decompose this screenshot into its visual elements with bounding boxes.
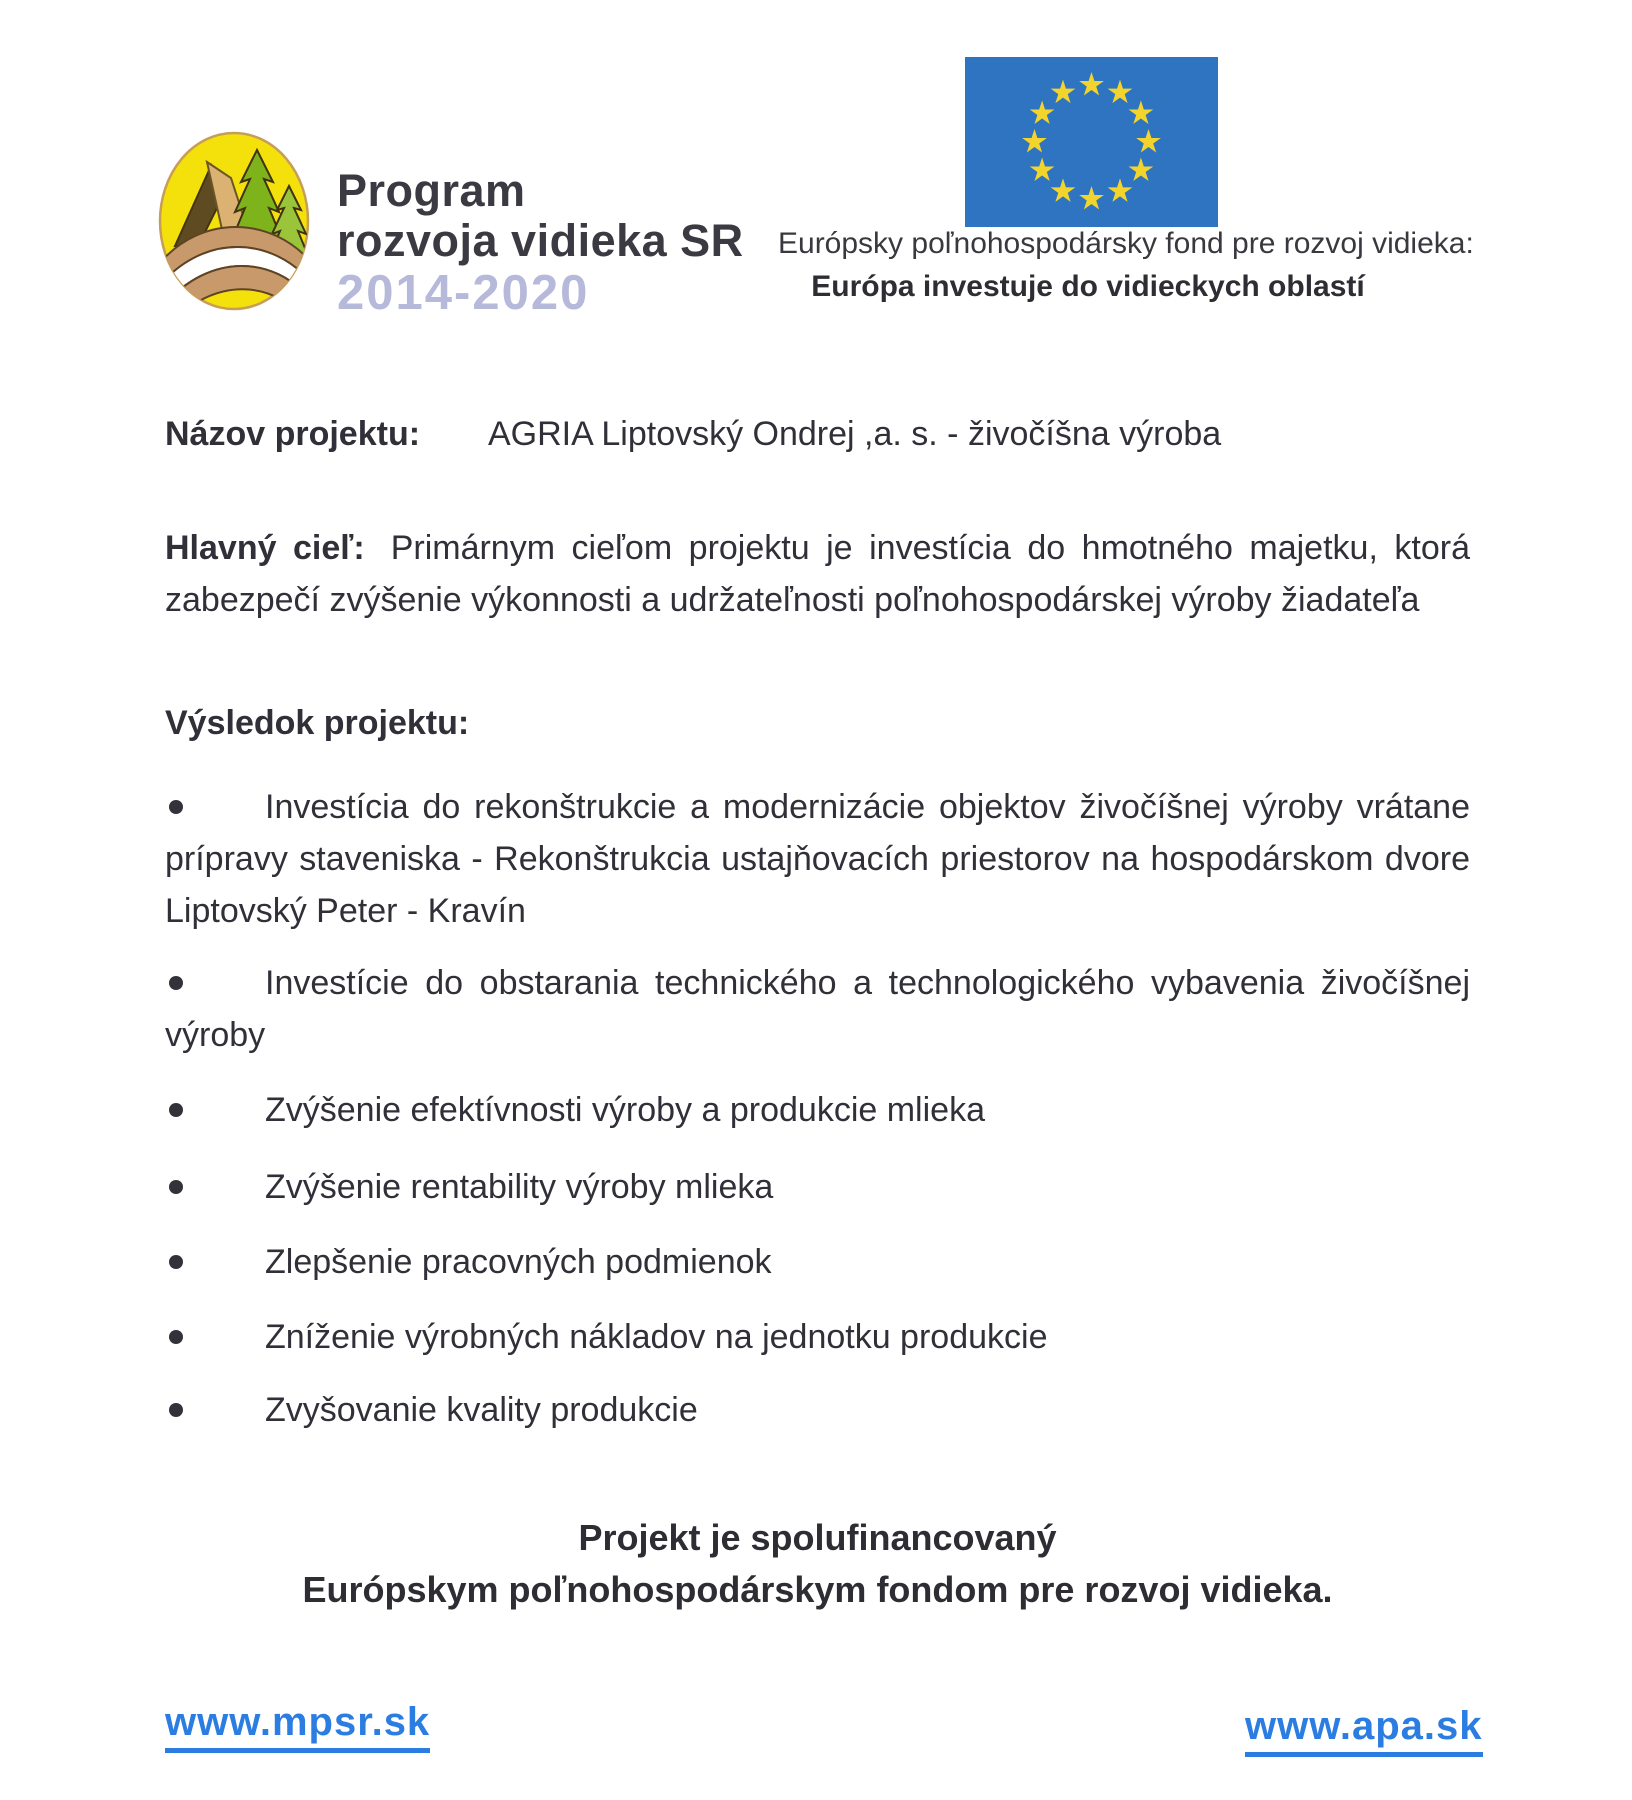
eu-caption-bold-line: Európa investuje do vidieckych oblastí [811, 270, 1365, 303]
list-item-text: Zlepšenie pracovných podmienok [265, 1243, 772, 1281]
list-item [165, 957, 1470, 1061]
program-rozvoja-vidieka-logo-icon [157, 130, 312, 312]
list-item [165, 1084, 1470, 1136]
project-name-label: Názov projektu: [165, 415, 421, 453]
list-item [165, 1384, 1470, 1436]
cofinance-note [165, 1512, 1470, 1616]
cofinance-line2: Európskym poľnohospodárskym fondom pre rozvoj vidieka. [302, 1569, 1333, 1610]
eu-caption-line: Európsky poľnohospodársky fond pre rozvoj vidieka: [778, 227, 1474, 260]
list-item [165, 781, 1470, 937]
list-item-text: Investície do obstarania technického a technologického vybavenia živočíšnej výroby [165, 964, 1470, 1054]
program-title-line2: rozvoja vidieka SR [337, 215, 744, 266]
list-item-text: Zvyšovanie kvality produkcie [265, 1391, 698, 1429]
main-goal-text: Primárnym cieľom projektu je investícia do hmotného majetku, ktorá zabezpečí zvýšenie výkonnosti a udržateľnosti poľnohospodárskej výroby žiadateľa [165, 529, 1470, 619]
list-item [165, 1161, 1470, 1213]
bullet-icon [169, 800, 183, 814]
link-apa[interactable]: www.apa.sk [1245, 1704, 1483, 1757]
bullet-icon [169, 1180, 183, 1194]
eu-caption-block [778, 227, 1474, 304]
bullet-icon [169, 1330, 183, 1344]
main-goal-label: Hlavný cieľ: [165, 529, 365, 567]
program-period: 2014-2020 [337, 266, 590, 320]
eu-flag-icon [965, 57, 1218, 227]
program-title [337, 166, 744, 320]
results-heading: Výsledok projektu: [165, 704, 470, 742]
bullet-icon [169, 976, 183, 990]
main-goal-paragraph [165, 522, 1470, 626]
cofinance-line1: Projekt je spolufinancovaný [578, 1517, 1057, 1558]
link-mpsr[interactable]: www.mpsr.sk [165, 1700, 430, 1753]
list-item [165, 1311, 1470, 1363]
list-item [165, 1236, 1470, 1288]
bullet-icon [169, 1255, 183, 1269]
project-name-value: AGRIA Liptovský Ondrej ,a. s. - živočíšna výroba [488, 415, 1222, 453]
list-item-text: Investícia do rekonštrukcie a modernizácie objektov živočíšnej výroby vrátane prípravy staveniska - Rekonštrukcia ustajňovacích priestorov na hospodárskom dvore Liptovský Peter - Kravín [165, 788, 1470, 930]
list-item-text: Zníženie výrobných nákladov na jednotku produkcie [265, 1318, 1048, 1356]
bullet-icon [169, 1103, 183, 1117]
list-item-text: Zvýšenie rentability výroby mlieka [265, 1168, 774, 1206]
list-item-text: Zvýšenie efektívnosti výroby a produkcie mlieka [265, 1091, 985, 1129]
bullet-icon [169, 1403, 183, 1417]
project-name-row [165, 415, 1485, 454]
program-title-line1: Program [337, 165, 526, 216]
